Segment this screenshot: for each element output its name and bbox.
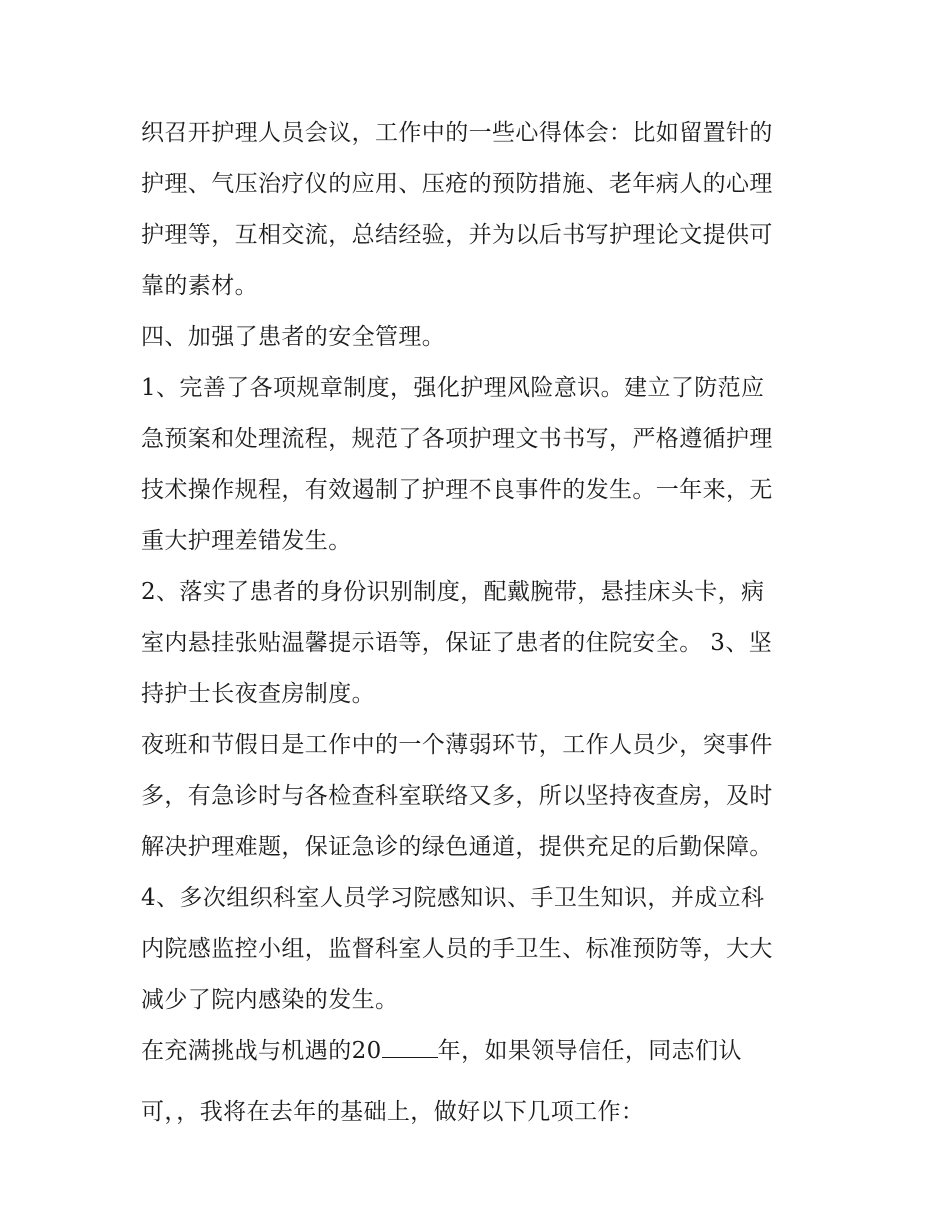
text-line: 2、落实了患者的身份识别制度，配戴腕带，悬挂床头卡，病 (141, 579, 765, 605)
text-line: 室内悬挂张贴温馨提示语等，保证了患者的住院安全。 3、坚 (141, 630, 773, 656)
blank-prefix: 在充满挑战与机遇的20 (141, 1038, 382, 1064)
text-line: 夜班和节假日是工作中的一个薄弱环节，工作人员少，突事件 (141, 732, 773, 758)
text-line: 织召开护理人员会议，工作中的一些心得体会：比如留置针的 (141, 120, 773, 146)
blank-suffix: 年，如果领导信任，同志们认 (437, 1038, 742, 1064)
section-heading: 四、加强了患者的安全管理。 (141, 324, 446, 350)
text-line: 1、完善了各项规章制度，强化护理风险意识。建立了防范应 (141, 375, 765, 401)
text-line: 急预案和处理流程，规范了各项护理文书书写，严格遵循护理 (141, 426, 773, 452)
fill-in-blank (382, 1037, 438, 1058)
text-line: 解决护理难题，保证急诊的绿色通道，提供充足的后勤保障。 (141, 834, 773, 860)
text-line: 可，，我将在去年的基础上，做好以下几项工作： (141, 1099, 645, 1125)
text-line: 内院感监控小组，监督科室人员的手卫生、标准预防等，大大 (141, 936, 773, 962)
text-line: 多，有急诊时与各检查科室联络又多，所以坚持夜查房，及时 (141, 783, 773, 809)
text-line: 护理等，互相交流，总结经验，并为以后书写护理论文提供可 (141, 222, 773, 248)
text-line: 4、多次组织科室人员学习院感知识、手卫生知识，并成立科 (141, 885, 765, 911)
text-line-with-blank (141, 1026, 813, 1077)
text-line: 护理、气压治疗仪的应用、压疮的预防措施、老年病人的心理 (141, 171, 773, 197)
text-line: 减少了院内感染的发生。 (141, 987, 399, 1013)
document-body (141, 108, 813, 1138)
text-line: 技术操作规程，有效遏制了护理不良事件的发生。一年来，无 (141, 477, 773, 503)
text-line: 靠的素材。 (141, 273, 258, 299)
text-line: 持护士长夜查房制度。 (141, 681, 375, 707)
text-line: 重大护理差错发生。 (141, 528, 352, 554)
